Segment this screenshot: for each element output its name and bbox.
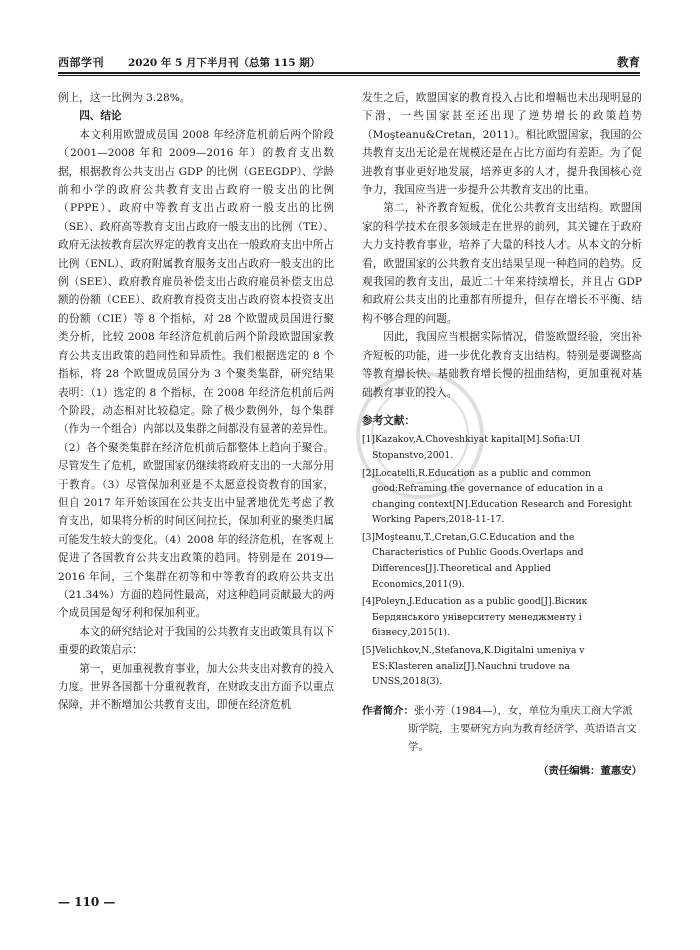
responsible-editor: （责任编辑：董惠安） (538, 764, 642, 777)
section-label: 教育 (617, 55, 640, 69)
reference-item: [3]Moşteanu,T.,Cretan,G.C.Education and the Characteristics of Public Goods.Overlaps and Differences[J].Theoretical and Applied Economics,2011(9). (362, 531, 584, 590)
journal-name: 西部学刊 (58, 56, 104, 69)
references-title: 参考文献： (362, 414, 415, 427)
reference-item: [1]Kazakov,A.Choveshkiyat kapital[M].Sofia:UI Stopanstvo,2001. (362, 434, 581, 461)
paragraph-implication-1: 第一，更加重视教育事业，加大公共支出对教育的投入力度。世界各国都十分重视教育，在财政支出方面予以重点保障，并不断增加公共教育支出，即便在经济危机 (58, 662, 334, 712)
issue-info: 2020 年 5 月下半月刊（总第 115 期） (128, 57, 321, 69)
reference-item: [2]Locatelli,R.Education as a public and common good:Reframing the governance of education in a changing context[N].Education Research and Foresight Working Papers,2018-11-17. (362, 467, 632, 526)
paragraph-implication-1-cont: 发生之后，欧盟国家的教育投入占比和增幅也未出现明显的下滑，一些国家甚至还出现了逆势增长的政策趋势（Moşteanu&Cretan，2011）。相比欧盟国家，我国的公共教育支出无论是在规模还是在占比方面均有差距。为了促进教育事业更好地发展，培养更多的人才，提升我国核心竞争力，我国应当进一步提升公共教育支出的比重。 (362, 92, 642, 197)
paragraph-implications-intro: 本文的研究结论对于我国的公共教育支出政策具有以下重要的政策启示： (58, 625, 334, 657)
reference-item: [4]Poleyn,J.Education as a public good[J].Вісник Бердянського університету менеджменту і бізнесу,2015(1). (362, 596, 588, 639)
right-column (362, 89, 642, 780)
paragraph-conclusion: 本文利用欧盟成员国 2008 年经济危机前后两个阶段（2001—2008 年和 2009—2016 年）的教育支出数据，根据教育公共支出占 GDP 的比例（GEEGDP）、学龄前和小学的政府公共教育支出占政府一般支出的比例（PPPE）、政府中等教育支出占政府一般支出的比例（SE）、政府高等教育支出占政府一般支出的比例（TE）、政府无法按教育层次界定的教育支出在一般政府支出中所占比例（ENL）、政府附属教育服务支出占政府一般支出的比例（SEE）、政府教育雇员补偿支出占政府雇员补偿支出总额的份额（CEE）、政府教育投资支出占政府资本投资支出的份额（CIE）等 8 个指标，对 28 个欧盟成员国进行聚类分析，比较 2008 年经济危机前后两个阶段欧盟国家教育公共支出政策的趋同性和异质性。我们根据选定的 8 个指标，将 28 个欧盟成员国分为 3 个聚类集群，研究结果表明：（1）选定的 8 个指标，在 2008 年经济危机前后两个阶段，动态相对比较稳定。除了极少数例外，每个集群（作为一个组合）内部以及集群之间都没有显著的差异性。（2）各个聚类集群在经济危机前后都整体上趋向于聚合。尽管发生了危机，欧盟国家仍继续将政府支出的一大部分用于教育。（3）尽管保加利亚是不太愿意投资教育的国家，但自 2017 年开始该国在公共支出中显著地优先考虑了教育支出，如果将分析的时间区间拉长，保加利亚的聚类归属可能发生较大的变化。（4）2008 年的经济危机，在客观上促进了各国教育公共支出政策的趋同。特别是在 2019—2016 年间，三个集群在初等和中等教育的政府公共支出（21.34%）方面的趋同性最高，对这种趋同贡献最大的两个成员国是匈牙利和保加利亚。 (58, 128, 334, 620)
page-number: — 110 — (58, 895, 116, 909)
header-rule-thin (58, 75, 640, 76)
header-rule-thick (58, 72, 640, 74)
author-label: 作者简介： (362, 704, 414, 717)
section-heading: 四、结论 (79, 110, 122, 123)
left-column (58, 89, 334, 715)
paragraph-implication-3: 因此，我国应当根据实际情况，借鉴欧盟经验，突出补齐短板的功能，进一步优化教育支出结构。特别是要调整高等教育增长快、基础教育增长慢的扭曲结构，更加重视对基础教育事业的投入。 (362, 331, 642, 399)
author-bio (362, 702, 642, 756)
reference-item: [5]Velichkov,N.,Stefanova,K.Digitalni umeniya v ES:Klasteren analiz[J].Nauchni trudove na UNSS,2018(3). (362, 645, 585, 688)
paragraph-continuation: 例上，这一比例为 3.28%。 (58, 92, 191, 104)
paragraph-implication-2: 第二，补齐教育短板，优化公共教育支出结构。欧盟国家的科学技术在很多领域走在世界的前列，其关键在于政府大力支持教育事业，培养了大量的科技人才。从本文的分析看，欧盟国家的公共教育支出结果呈现一种趋同的趋势。反观我国的教育支出，最近二十年来持续增长，并且占 GDP 和政府公共支出的比重都有所提升，但存在增长不平衡、结构不够合理的问题。 (362, 202, 642, 325)
running-header (58, 52, 640, 72)
author-text: 张小芳（1984—），女，单位为重庆工商大学派斯学院，主要研究方向为教育经济学、英语语言文学。 (408, 704, 637, 753)
